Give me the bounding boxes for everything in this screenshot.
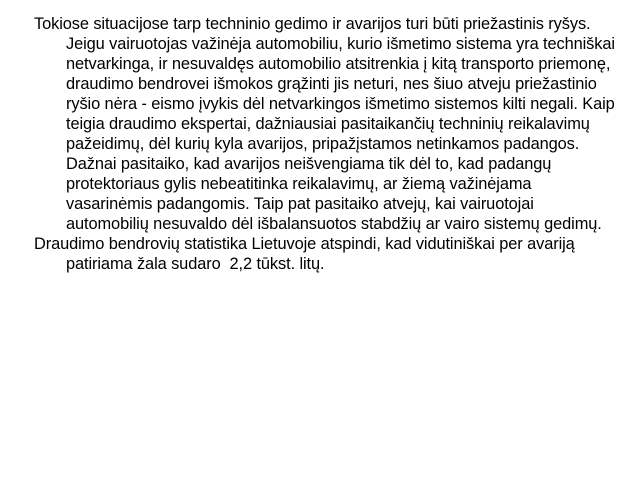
paragraph-insurance-statistics: Draudimo bendrovių statistika Lietuvoje atspindi, kad vidutiniškai per avariją patiriama žala sudaro 2,2 tūkst. litų. (34, 235, 580, 273)
paragraph-technical-defects: Tokiose situacijose tarp techninio gedimo ir avarijos turi būti priežastinis ryšys. Jeigu vairuotojas važinėja automobiliu, kurio išmetimo sistema yra techniškai netvarkinga, ir nesuvaldęs automobilio atsitrenkia į kitą transporto priemonę, draudimo bendrovei išmokos grąžinti jis neturi, nes šiuo atveju priežastinio ryšio nėra - eismo įvykis dėl netvarkingos išmetimo sistemos kilti negali. Kaip teigia draudimo ekspertai, dažniausiai pasitaikančių techninių reikalavimų pažeidimų, dėl kurių kyla avarijos, pripažįstamos netinkamos padangos. Dažnai pasitaiko, kad avarijos neišvengiama tik dėl to, kad padangų protektoriaus gylis nebeatitinka reikalavimų, ar žiemą važinėjama vasarinėmis padangomis. Taip pat pasitaiko atvejų, kai vairuotojai automobilių nesuvaldo dėl išbalansuotos stabdžių ar vairo sistemų gedimų. (34, 15, 620, 233)
slide-body (34, 14, 620, 274)
